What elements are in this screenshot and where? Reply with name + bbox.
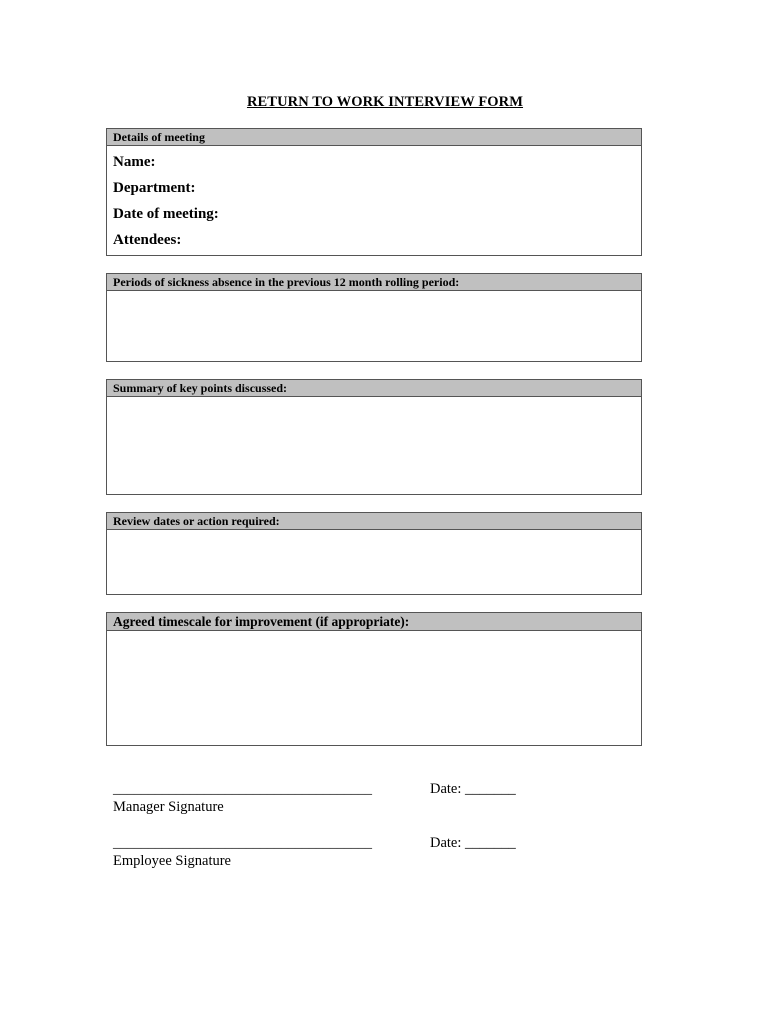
employee-signature-label: Employee Signature xyxy=(113,853,231,869)
summary-header: Summary of key points discussed: xyxy=(107,380,641,397)
review-entry-area[interactable] xyxy=(107,530,641,595)
details-of-meeting-header: Details of meeting xyxy=(107,129,641,146)
sickness-absence-header: Periods of sickness absence in the previous 12 month rolling period: xyxy=(107,274,641,291)
employee-date-field[interactable]: Date: _______ xyxy=(430,835,516,851)
page-title: RETURN TO WORK INTERVIEW FORM xyxy=(246,94,524,110)
manager-signature-line[interactable]: _____________________________________ xyxy=(113,782,372,797)
manager-date-field[interactable]: Date: _______ xyxy=(430,781,516,797)
review-section xyxy=(106,512,642,595)
sickness-absence-entry-area[interactable] xyxy=(107,291,641,362)
manager-signature-label: Manager Signature xyxy=(113,799,224,815)
details-of-meeting-section xyxy=(106,128,642,256)
review-header: Review dates or action required: xyxy=(107,513,641,530)
summary-section xyxy=(106,379,642,495)
summary-entry-area[interactable] xyxy=(107,397,641,495)
timescale-section xyxy=(106,612,642,746)
timescale-header: Agreed timescale for improvement (if appropriate): xyxy=(107,613,641,631)
details-fields xyxy=(107,146,641,253)
attendees-field-label: Attendees: xyxy=(113,232,182,248)
employee-signature-line[interactable]: _____________________________________ xyxy=(113,836,372,851)
name-field-label: Name: xyxy=(113,154,156,170)
sickness-absence-section xyxy=(106,273,642,362)
date-of-meeting-field-label: Date of meeting: xyxy=(113,206,219,222)
timescale-entry-area[interactable] xyxy=(107,631,641,746)
department-field-label: Department: xyxy=(113,180,196,196)
